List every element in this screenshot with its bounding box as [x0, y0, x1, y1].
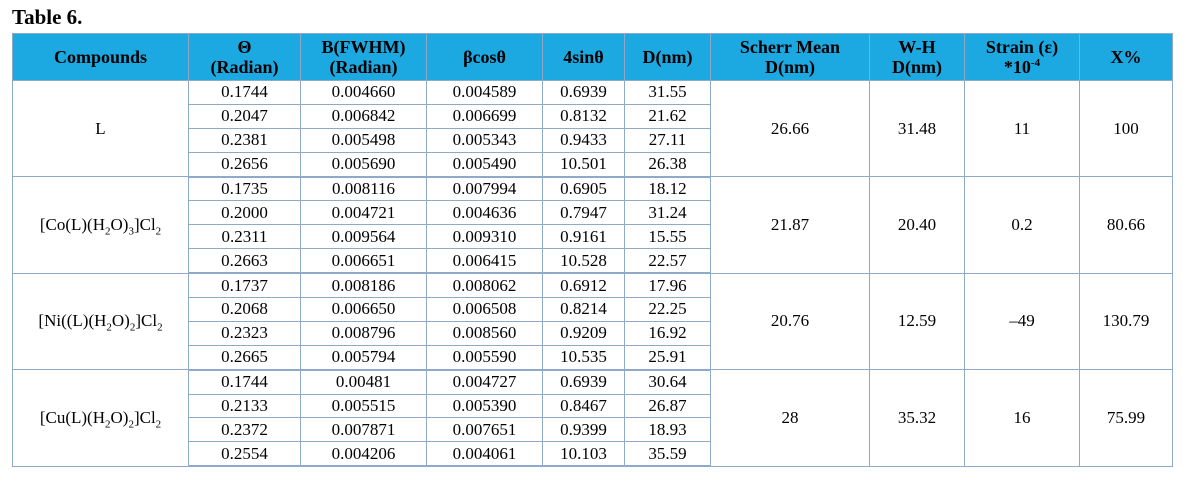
table-cell: 0.006651 [301, 249, 427, 273]
table-cell: 35.59 [625, 442, 711, 466]
strain-cell: 11 [965, 81, 1080, 177]
table-cell: 26.38 [625, 152, 711, 176]
table-cell: 0.006508 [427, 298, 543, 322]
table-cell: 15.55 [625, 225, 711, 249]
table-cell: 22.25 [625, 298, 711, 322]
table-cell: 0.2311 [189, 225, 301, 249]
table-cell: 0.6939 [543, 370, 625, 394]
table-cell: 10.528 [543, 249, 625, 273]
table-cell: 26.87 [625, 394, 711, 418]
table-cell: 0.2656 [189, 152, 301, 176]
compound-cell: [$Ni((L)(H_2O)_2]Cl_2$ [13, 273, 189, 370]
header-row [13, 34, 1173, 81]
x-percent-cell: 75.99 [1080, 370, 1173, 467]
table-cell: 0.1744 [189, 370, 301, 394]
scherr-mean-cell: 21.87 [711, 177, 870, 274]
table-cell: 18.93 [625, 418, 711, 442]
header-scherr-mean: Scherr Mean D(nm) [711, 34, 870, 81]
table-cell: 0.004727 [427, 370, 543, 394]
table-cell: 0.2381 [189, 128, 301, 152]
table-cell: 0.6912 [543, 273, 625, 297]
header-wh: W-H D(nm) [870, 34, 965, 81]
table-cell: 0.004660 [301, 81, 427, 105]
table-cell: 0.006415 [427, 249, 543, 273]
table-cell: 21.62 [625, 104, 711, 128]
header-d: D(nm) [625, 34, 711, 81]
table-cell: 0.2372 [189, 418, 301, 442]
table-cell: 0.005794 [301, 345, 427, 369]
table-cell: 0.6905 [543, 177, 625, 201]
table-cell: 17.96 [625, 273, 711, 297]
table-row [13, 273, 1173, 297]
table-cell: 16.92 [625, 321, 711, 345]
table-cell: 0.006699 [427, 104, 543, 128]
table-cell: 0.007651 [427, 418, 543, 442]
strain-cell: 0.2 [965, 177, 1080, 274]
scherr-mean-cell: 28 [711, 370, 870, 467]
table-cell: 0.008062 [427, 273, 543, 297]
table-cell: 0.2047 [189, 104, 301, 128]
table-caption: Table 6. [12, 5, 83, 29]
table-cell: 0.007871 [301, 418, 427, 442]
table-cell: 30.64 [625, 370, 711, 394]
wh-cell: 12.59 [870, 273, 965, 370]
table-cell: 10.501 [543, 152, 625, 176]
table-cell: 0.9433 [543, 128, 625, 152]
table-cell: 0.8467 [543, 394, 625, 418]
table-cell: 0.00481 [301, 370, 427, 394]
header-theta: Θ (Radian) [189, 34, 301, 81]
table-cell: 0.1744 [189, 81, 301, 105]
wh-cell: 31.48 [870, 81, 965, 177]
table-cell: 0.005690 [301, 152, 427, 176]
table-cell: 0.008186 [301, 273, 427, 297]
x-percent-cell: 80.66 [1080, 177, 1173, 274]
header-x-percent: X% [1080, 34, 1173, 81]
strain-cell: –49 [965, 273, 1080, 370]
table-cell: 0.005390 [427, 394, 543, 418]
table-cell: 0.9161 [543, 225, 625, 249]
table-cell: 0.9399 [543, 418, 625, 442]
table-cell: 10.535 [543, 345, 625, 369]
table-cell: 31.24 [625, 201, 711, 225]
table-cell: 0.006650 [301, 298, 427, 322]
table-cell: 0.8132 [543, 104, 625, 128]
table-cell: 0.8214 [543, 298, 625, 322]
table-cell: 0.6939 [543, 81, 625, 105]
table-cell: 0.2323 [189, 321, 301, 345]
table-cell: 0.004636 [427, 201, 543, 225]
table-cell: 0.004061 [427, 442, 543, 466]
table-cell: 0.2000 [189, 201, 301, 225]
table-row [13, 370, 1173, 394]
table-cell: 0.009564 [301, 225, 427, 249]
table-cell: 18.12 [625, 177, 711, 201]
table-cell: 0.004721 [301, 201, 427, 225]
table-cell: 0.9209 [543, 321, 625, 345]
crystallite-size-table [12, 33, 1173, 467]
wh-cell: 35.32 [870, 370, 965, 467]
table-cell: 0.1735 [189, 177, 301, 201]
table-cell: 0.008116 [301, 177, 427, 201]
header-bcos: βcosθ [427, 34, 543, 81]
table-cell: 0.005498 [301, 128, 427, 152]
strain-cell: 16 [965, 370, 1080, 467]
header-fwhm: B(FWHM) (Radian) [301, 34, 427, 81]
compound-cell: $[Cu(L)(H_2O)_2]Cl_2$ [13, 370, 189, 467]
wh-cell: 20.40 [870, 177, 965, 274]
table-cell: 0.005515 [301, 394, 427, 418]
compound-cell: $[Co(L)(H_2O)_3]Cl_2$ [13, 177, 189, 274]
table-cell: 0.007994 [427, 177, 543, 201]
table-cell: 10.103 [543, 442, 625, 466]
table-cell: 0.2663 [189, 249, 301, 273]
table-cell: 31.55 [625, 81, 711, 105]
table-row [13, 81, 1173, 105]
header-4sin: 4sinθ [543, 34, 625, 81]
table-cell: 0.009310 [427, 225, 543, 249]
table-cell: 0.2554 [189, 442, 301, 466]
compound-cell: L [13, 81, 189, 177]
table-cell: 0.005590 [427, 345, 543, 369]
table-cell: 0.004589 [427, 81, 543, 105]
scherr-mean-cell: 26.66 [711, 81, 870, 177]
table-cell: 0.008796 [301, 321, 427, 345]
table-cell: 0.005343 [427, 128, 543, 152]
header-strain: Strain (ε) $*10^{-4}$ [965, 34, 1080, 81]
table-cell: 0.006842 [301, 104, 427, 128]
header-compounds: Compounds [13, 34, 189, 81]
table-cell: 0.2068 [189, 298, 301, 322]
table-cell: 0.004206 [301, 442, 427, 466]
table-cell: 0.2133 [189, 394, 301, 418]
table-row [13, 177, 1173, 201]
table-cell: 0.005490 [427, 152, 543, 176]
table-cell: 25.91 [625, 345, 711, 369]
table-cell: 0.7947 [543, 201, 625, 225]
table-cell: 0.1737 [189, 273, 301, 297]
table-cell: 0.008560 [427, 321, 543, 345]
x-percent-cell: 130.79 [1080, 273, 1173, 370]
table-cell: 27.11 [625, 128, 711, 152]
x-percent-cell: 100 [1080, 81, 1173, 177]
table-cell: 0.2665 [189, 345, 301, 369]
table-cell: 22.57 [625, 249, 711, 273]
scherr-mean-cell: 20.76 [711, 273, 870, 370]
